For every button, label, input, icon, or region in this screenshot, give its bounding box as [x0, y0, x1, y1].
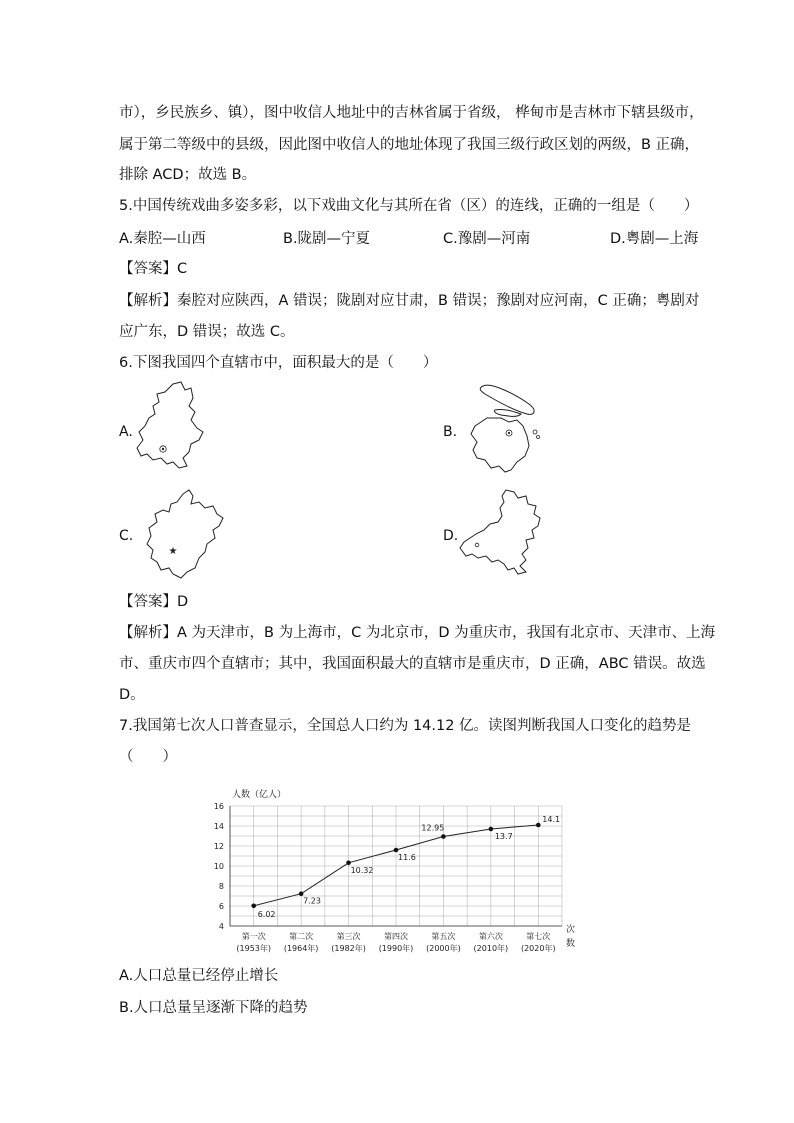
chart-data-label: 11.6	[398, 853, 416, 862]
q7-option-b: B.人口总量呈逐渐下降的趋势	[119, 1000, 308, 1016]
question-7-stem: 7.我国第七次人口普查显示，全国总人口约为 14.12 亿。读图判断我国人口变化的趋势是	[119, 718, 692, 734]
question-6-stem: 6.下图我国四个直辖市中，面积最大的是（ ）	[119, 355, 438, 371]
chart-point	[536, 823, 541, 828]
chart-point	[441, 834, 446, 839]
q6-analysis: 市、重庆市四个直辖市；其中，我国面积最大的直辖市是重庆市，D 正确，ABC 错误。故选	[119, 656, 706, 672]
chart-data-label: 7.23	[303, 896, 321, 906]
chart-ytick-label: 4	[218, 922, 224, 931]
chart-point	[251, 904, 256, 909]
chart-xtick-label: 第一次	[241, 932, 266, 941]
question-5-stem: 5.中国传统戏曲多姿多彩，以下戏曲文化与其所在省（区）的连线，正确的一组是（ ）	[119, 198, 699, 214]
chart-xtick-label: 第二次	[289, 932, 314, 941]
chart-data-label: 12.95	[421, 823, 445, 833]
chart-xtick-year: (2020年)	[520, 944, 556, 953]
chart-xtick-label: 第七次	[526, 932, 551, 941]
chart-data-label: 13.7	[494, 832, 513, 841]
q7-option-a: A.人口总量已经停止增长	[119, 968, 279, 984]
chart-ytick-label: 6	[218, 902, 224, 911]
tianjin-map	[133, 380, 213, 470]
q6-option-b-label: B.	[443, 424, 458, 440]
chart-xtick-year: (1964年)	[283, 944, 319, 953]
chart-xtick-year: (1990年)	[378, 944, 414, 953]
svg-text:★: ★	[168, 546, 178, 557]
chart-point	[346, 861, 351, 866]
q5-option-d: D.粤剧—上海	[610, 231, 699, 247]
chart-point	[489, 827, 494, 832]
q5-option-a: A.秦腔—山西	[119, 231, 206, 247]
q6-analysis: D。	[119, 687, 145, 703]
q5-analysis: 【解析】秦腔对应陕西，A 错误；陇剧对应甘肃，B 错误；豫剧对应河南，C 正确；粤剧对	[119, 293, 700, 309]
q5-answer: 【答案】C	[119, 261, 188, 277]
chart-ytick-label: 16	[213, 802, 224, 811]
chart-xlabel: 次	[566, 925, 576, 935]
q5-option-b: B.陇剧—宁夏	[283, 231, 371, 247]
chart-xtick-year: (2010年)	[473, 944, 509, 953]
chart-xtick-year: (2000年)	[426, 944, 461, 953]
analysis-line: 市），乡民族乡、镇），图中收信人地址中的吉林省属于省级， 桦甸市是吉林市下辖县级市，	[119, 105, 704, 121]
chart-ytick-label: 10	[213, 862, 224, 871]
q6-option-d-label: D.	[443, 528, 459, 544]
analysis-line: 排除 ACD；故选 B。	[119, 167, 257, 183]
chongqing-map	[456, 488, 546, 578]
chart-data-label: 6.02	[257, 909, 276, 919]
chart-ytick-label: 14	[213, 822, 224, 831]
chart-ylabel: 人数（亿人）	[232, 790, 287, 800]
q6-option-c-label: C.	[119, 528, 134, 544]
chart-ytick-label: 8	[218, 882, 224, 891]
chart-data-label: 10.32	[350, 865, 374, 875]
q6-answer: 【答案】D	[119, 594, 189, 610]
chart-xtick-label: 第六次	[478, 932, 503, 941]
q6-analysis: 【解析】A 为天津市，B 为上海市，C 为北京市，D 为重庆市，我国有北京市、天津市、上海	[119, 625, 716, 641]
q5-analysis: 应广东，D 错误；故选 C。	[119, 324, 295, 340]
q5-option-c: C.豫剧—河南	[443, 231, 531, 247]
chart-ytick-label: 12	[213, 842, 224, 851]
chart-point	[299, 891, 304, 896]
chart-data-label: 14.1	[542, 815, 561, 824]
chart-xtick-year: (1953年)	[236, 944, 272, 953]
chart-xlabel: 数	[566, 939, 576, 949]
analysis-line: 属于第二等级中的县级，因此图中收信人的地址体现了我国三级行政区划的两级，B 正确，	[119, 137, 700, 153]
question-7-stem: （ ）	[119, 749, 177, 765]
beijing-map	[143, 488, 228, 580]
chart-xtick-year: (1982年)	[331, 944, 366, 953]
population-line-chart	[200, 778, 590, 963]
chart-xtick-label: 第五次	[431, 932, 456, 941]
chart-xtick-label: 第四次	[384, 932, 408, 941]
chart-point	[394, 848, 399, 853]
shanghai-map	[465, 380, 545, 475]
q6-option-a-label: A.	[119, 424, 133, 440]
chart-xtick-label: 第三次	[336, 932, 361, 941]
